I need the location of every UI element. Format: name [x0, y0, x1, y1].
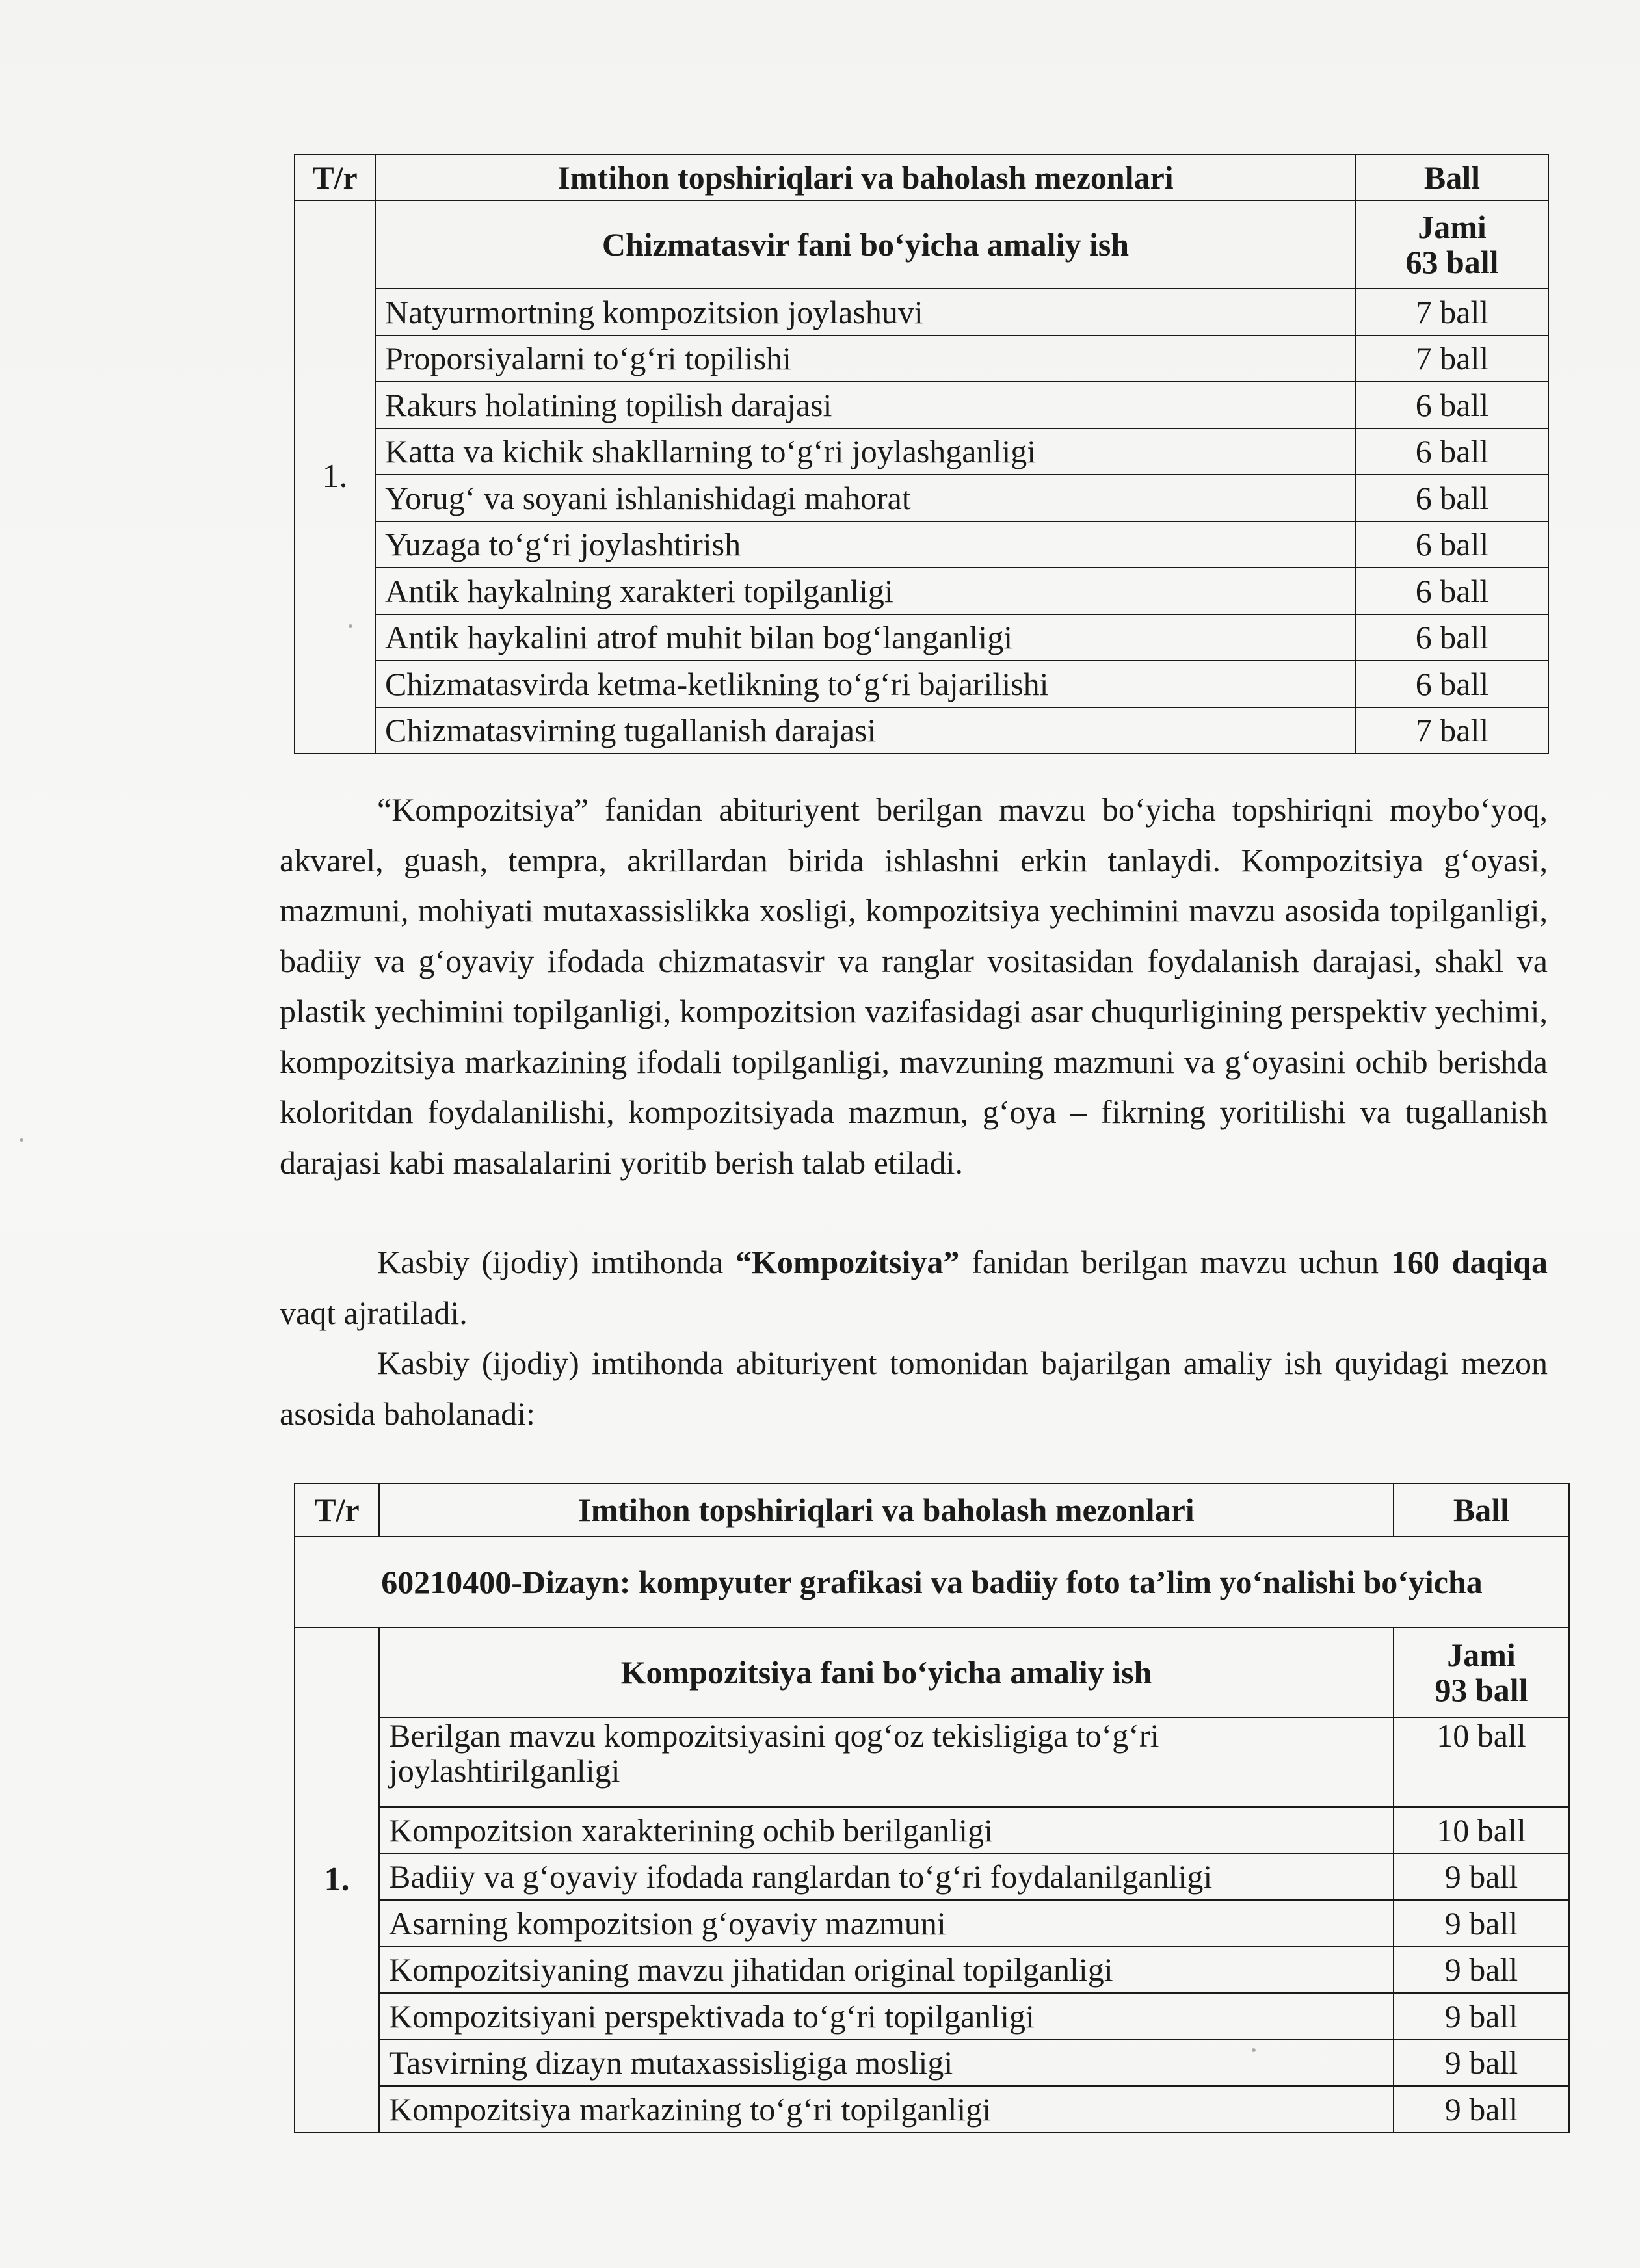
- table-row: [295, 2040, 1569, 2087]
- criterion-text: Natyurmortning kompozitsion joylashuvi: [375, 289, 1356, 336]
- criterion-text: Antik haykalini atrof muhit bilan bog‘langanligi: [375, 614, 1356, 661]
- table-row: [295, 521, 1548, 568]
- bold-subject: “Kompozitsiya”: [735, 1244, 960, 1280]
- table-row: [295, 1900, 1569, 1947]
- criterion-score: 9 ball: [1394, 1854, 1569, 1901]
- criterion-text: Yuzaga to‘g‘ri joylashtirish: [375, 521, 1356, 568]
- table-header-row: [295, 155, 1548, 200]
- subject-title: Chizmatasvir fani bo‘yicha amaliy ish: [375, 200, 1356, 289]
- text-run: vaqt ajratiladi.: [280, 1294, 468, 1331]
- criterion-text: Katta va kichik shakllarning to‘g‘ri joylashganligi: [375, 429, 1356, 475]
- criterion-text: Proporsiyalarni to‘g‘ri topilishi: [375, 336, 1356, 382]
- criterion-score: 6 ball: [1356, 429, 1548, 475]
- criterion-score: 9 ball: [1394, 2086, 1569, 2133]
- program-row: [295, 1536, 1569, 1628]
- table-row: [295, 475, 1548, 521]
- program-title: 60210400-Dizayn: kompyuter grafikasi va badiiy foto ta’lim yo‘nalishi bo‘yicha: [295, 1536, 1569, 1628]
- criterion-text: Kompozitsion xarakterining ochib berilganligi: [379, 1807, 1394, 1854]
- criterion-score: 6 ball: [1356, 521, 1548, 568]
- criterion-text: Yorug‘ va soyani ishlanishidagi mahorat: [375, 475, 1356, 521]
- table-row: [295, 707, 1548, 754]
- criterion-score: 9 ball: [1394, 1993, 1569, 2040]
- total-value: 93 ball: [1435, 1672, 1528, 1708]
- subject-row: [295, 200, 1548, 289]
- criterion-text: Berilgan mavzu kompozitsiyasini qog‘oz tekisligiga to‘g‘ri joylashtirilganligi: [379, 1717, 1394, 1807]
- bold-duration: 160 daqiqa: [1390, 1244, 1548, 1280]
- criterion-score: 7 ball: [1356, 289, 1548, 336]
- subject-title: Kompozitsiya fani bo‘yicha amaliy ish: [379, 1628, 1394, 1717]
- total-score: [1356, 200, 1548, 289]
- table-row: [295, 429, 1548, 475]
- criterion-text: Antik haykalning xarakteri topilganligi: [375, 568, 1356, 614]
- header-criteria: Imtihon topshiriqlari va baholash mezonlari: [375, 155, 1356, 200]
- paragraph-text: Kasbiy (ijodiy) imtihonda abituriyent tomonidan bajarilgan amaliy ish quyidagi mezon asosida baholanadi:: [280, 1345, 1548, 1432]
- table-row: [295, 1947, 1569, 1994]
- criterion-text: Badiiy va g‘oyaviy ifodada ranglardan to‘g‘ri foydalanilganligi: [379, 1854, 1394, 1901]
- header-score: Ball: [1356, 155, 1548, 200]
- paragraph-time-allotted: [280, 1237, 1548, 1338]
- chizmatasvir-grading-table: [294, 154, 1549, 754]
- kompozitsiya-grading-table: [294, 1483, 1570, 2133]
- total-score: [1394, 1628, 1569, 1717]
- scan-speck: [349, 624, 352, 628]
- criterion-score: 6 ball: [1356, 475, 1548, 521]
- paragraph-composition-description: [280, 785, 1548, 1188]
- criterion-score: 6 ball: [1356, 382, 1548, 429]
- criterion-score: 10 ball: [1394, 1807, 1569, 1854]
- text-run: fanidan berilgan mavzu uchun: [959, 1244, 1391, 1280]
- paragraph-text: “Kompozitsiya” fanidan abituriyent berilgan mavzu bo‘yicha topshiriqni moybo‘yoq, akvarel, guash, tempra, akrillardan birida ishlashni erkin tanlaydi. Kompozitsiya g‘oyasi, mazmuni, mohiyati mutaxassislikka xosligi, kompozitsiya yechimini mavzu asosida topilganligi, badiiy va g‘oyaviy ifodada chizmatasvir va ranglar vositasidan foydalanish darajasi, shakl va plastik yechimini topilganligi, kompozitsion vazifasidagi asar chuqurligining perspektiv yechimi, kompozitsiya markazining ifodali topilganligi, mavzuning mazmuni va g‘oyasini ochib berishda koloritdan foydalanilishi, kompozitsiyada mazmun, g‘oya – fikrning yoritilishi va tugallanish darajasi kabi masalalarini yoritib berish talab etiladi.: [280, 791, 1548, 1181]
- table-row: [295, 289, 1548, 336]
- scan-speck: [20, 1138, 23, 1142]
- paragraph-text: [280, 1237, 1548, 1338]
- table-row: [295, 1717, 1569, 1807]
- table-row: [295, 661, 1548, 707]
- criterion-text: Kompozitsiyani perspektivada to‘g‘ri topilganligi: [379, 1993, 1394, 2040]
- header-criteria: Imtihon topshiriqlari va baholash mezonlari: [379, 1483, 1394, 1536]
- table-row: [295, 1854, 1569, 1901]
- criterion-score: 6 ball: [1356, 568, 1548, 614]
- criterion-text: Chizmatasvirda ketma-ketlikning to‘g‘ri bajarilishi: [375, 661, 1356, 707]
- table-row: [295, 1807, 1569, 1854]
- header-score: Ball: [1394, 1483, 1569, 1536]
- scan-speck: [1252, 2048, 1256, 2052]
- table-row: [295, 1993, 1569, 2040]
- total-value: 63 ball: [1405, 244, 1499, 280]
- criterion-score: 9 ball: [1394, 1947, 1569, 1994]
- row-number: 1.: [295, 200, 375, 754]
- criterion-text: Kompozitsiya markazining to‘g‘ri topilganligi: [379, 2086, 1394, 2133]
- table-row: [295, 568, 1548, 614]
- paragraph-evaluation-intro: [280, 1338, 1548, 1439]
- row-number: 1.: [295, 1628, 379, 2133]
- criterion-score: 6 ball: [1356, 614, 1548, 661]
- table-row: [295, 382, 1548, 429]
- criterion-score: 9 ball: [1394, 2040, 1569, 2087]
- criterion-text: Kompozitsiyaning mavzu jihatidan original topilganligi: [379, 1947, 1394, 1994]
- table-row: [295, 614, 1548, 661]
- table-header-row: [295, 1483, 1569, 1536]
- criterion-score: 6 ball: [1356, 661, 1548, 707]
- subject-row: [295, 1628, 1569, 1717]
- criterion-score: 7 ball: [1356, 336, 1548, 382]
- total-label: Jami: [1418, 209, 1487, 245]
- text-run: Kasbiy (ijodiy) imtihonda: [377, 1244, 735, 1280]
- criterion-score: 7 ball: [1356, 707, 1548, 754]
- criterion-text: Tasvirning dizayn mutaxassisligiga mosligi: [379, 2040, 1394, 2087]
- header-number: T/r: [295, 1483, 379, 1536]
- header-number: T/r: [295, 155, 375, 200]
- table-row: [295, 2086, 1569, 2133]
- criterion-score: 10 ball: [1394, 1717, 1569, 1807]
- criterion-score: 9 ball: [1394, 1900, 1569, 1947]
- criterion-text: Asarning kompozitsion g‘oyaviy mazmuni: [379, 1900, 1394, 1947]
- criterion-text: Chizmatasvirning tugallanish darajasi: [375, 707, 1356, 754]
- criterion-text: Rakurs holatining topilish darajasi: [375, 382, 1356, 429]
- total-label: Jami: [1447, 1637, 1516, 1673]
- table-row: [295, 336, 1548, 382]
